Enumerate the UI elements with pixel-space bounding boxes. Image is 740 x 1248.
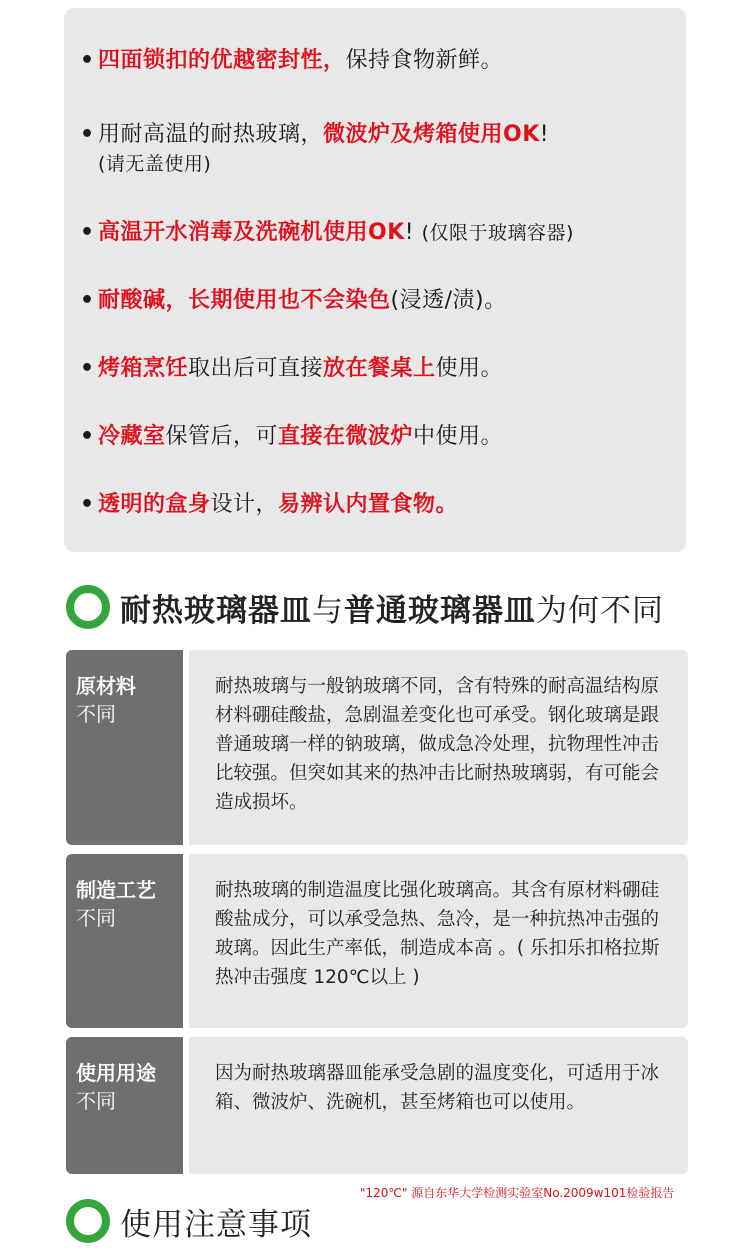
bullet-icon: • xyxy=(80,122,95,147)
feature-text: 保管后，可 xyxy=(165,424,279,449)
feature-text: 冷藏室 xyxy=(98,424,166,449)
feature-text: 透明的盒身 xyxy=(98,492,211,517)
feature-text: 烤箱烹饪 xyxy=(98,356,189,381)
row-text: 耐热玻璃与一般钠玻璃不同，含有特殊的耐高温结构原材料硼硅酸盐，急剧温差变化也可承受。钢化玻璃是跟普通玻璃一样的钠玻璃，做成急冷处理，抗物理性冲击比较强。但突如其来的热冲击比耐热玻璃弱，有可能会造成损坏。 xyxy=(189,650,688,845)
feature-text: ! xyxy=(539,122,550,147)
feature-text: 取出后可直接 xyxy=(188,356,324,381)
bullet-icon: • xyxy=(80,492,95,517)
feature-text: 设计， xyxy=(210,492,279,517)
feature-text: (浸透/渍)。 xyxy=(390,288,507,313)
feature-text: 使用。 xyxy=(435,356,504,381)
comparison-row-process xyxy=(66,854,688,1028)
feature-text: 放在餐桌上 xyxy=(323,356,436,381)
feature-text: 易辨认内置食物。 xyxy=(278,492,459,517)
feature-text: 用耐高温的耐热玻璃， xyxy=(98,122,324,147)
feature-text: 直接在微波炉 xyxy=(278,424,414,449)
row-text: 耐热玻璃的制造温度比强化玻璃高。其含有原材料硼硅酸盐成分，可以承受急热、急冷，是一种抗热冲击强的玻璃。因此生产率低，制造成本高 。( 乐扣乐扣格拉斯热冲击强度 120℃以上 ) xyxy=(189,854,688,1028)
feature-subtext: (请无盖使用) xyxy=(98,153,212,175)
section-title-text: 使用注意事项 xyxy=(120,1206,312,1243)
feature-item xyxy=(80,490,670,520)
feature-text: 微波炉及烤箱使用OK xyxy=(323,122,540,147)
row-label: 制造工艺 不同 xyxy=(66,854,183,1028)
comparison-row-material xyxy=(66,650,688,845)
feature-text: 中使用。 xyxy=(413,424,504,449)
feature-text: ! xyxy=(404,220,422,245)
row-text: 因为耐热玻璃器皿能承受急剧的温度变化，可适用于冰箱、微波炉、洗碗机，甚至烤箱也可以使用。 xyxy=(189,1037,688,1174)
bullet-icon: • xyxy=(80,288,95,313)
feature-item xyxy=(80,286,670,316)
row-label: 使用用途 不同 xyxy=(66,1037,183,1174)
feature-item xyxy=(80,354,670,384)
green-circle-icon xyxy=(66,1199,110,1243)
footnote: "120℃" 源自东华大学检测实验室No.2009w101检验报告 xyxy=(360,1186,675,1200)
bullet-icon: • xyxy=(80,424,95,449)
feature-panel xyxy=(64,8,686,552)
feature-text: 保持食物新鲜。 xyxy=(345,48,504,73)
green-circle-icon xyxy=(66,585,110,629)
bullet-icon: • xyxy=(80,48,95,73)
feature-item xyxy=(80,422,670,452)
bullet-icon: • xyxy=(80,356,95,381)
feature-item xyxy=(80,218,670,248)
feature-item xyxy=(80,120,670,178)
comparison-row-usage xyxy=(66,1037,688,1174)
feature-text: (仅限于玻璃容器) xyxy=(421,222,574,244)
bullet-icon: • xyxy=(80,220,95,245)
section-title-text: 耐热玻璃器皿与普通玻璃器皿为何不同 xyxy=(120,592,664,629)
section-title-precautions xyxy=(66,1196,312,1246)
feature-text: 四面锁扣的优越密封性， xyxy=(98,48,346,73)
feature-text: 耐酸碱，长期使用也不会染色 xyxy=(98,288,391,313)
row-label: 原材料 不同 xyxy=(66,650,183,845)
feature-item xyxy=(80,46,670,76)
feature-text: 高温开水消毒及洗碗机使用OK xyxy=(98,220,405,245)
section-title-difference xyxy=(66,582,664,632)
